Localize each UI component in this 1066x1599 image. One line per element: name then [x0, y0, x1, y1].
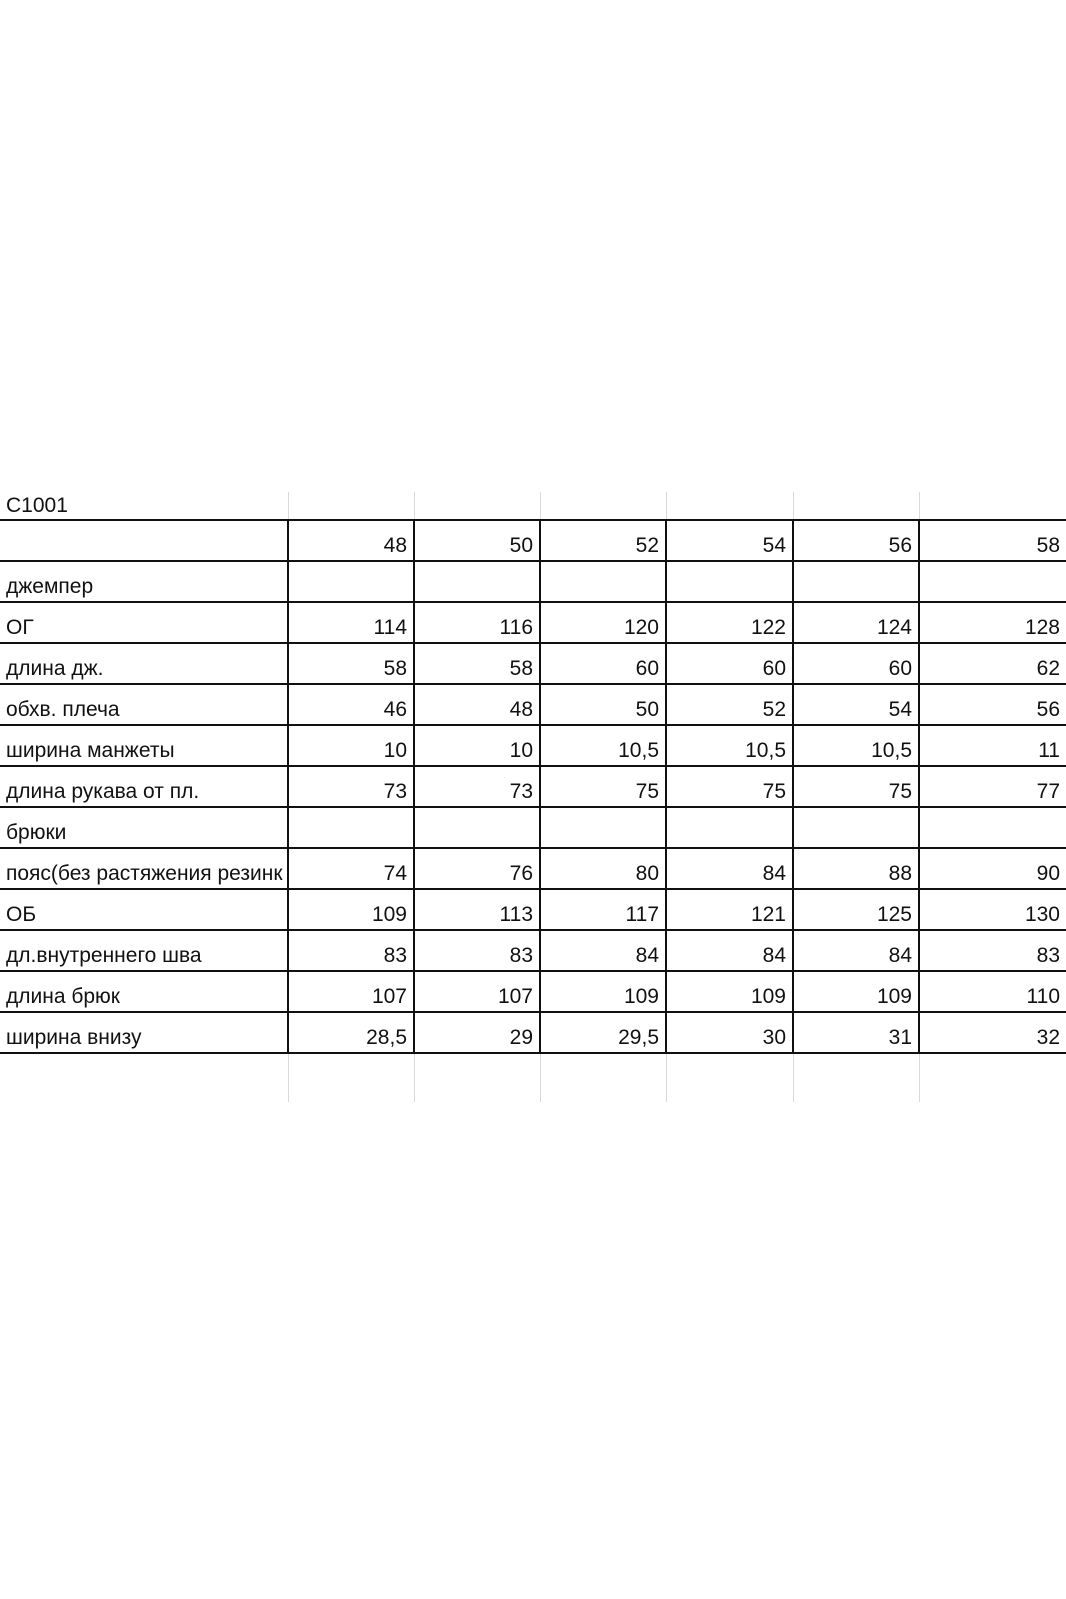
size-header: 56 [793, 520, 919, 561]
measurement-value: 116 [414, 602, 540, 643]
measurement-value [288, 807, 414, 848]
measurement-label: ширина манжеты [0, 725, 288, 766]
size-header-row [0, 520, 1066, 561]
measurement-value: 77 [919, 766, 1066, 807]
measurement-value: 84 [540, 930, 666, 971]
measurement-row [0, 602, 1066, 643]
measurement-row [0, 1012, 1066, 1053]
measurement-label: длина брюк [0, 971, 288, 1012]
measurement-value: 10 [414, 725, 540, 766]
measurement-value: 10,5 [666, 725, 793, 766]
measurement-value: 113 [414, 889, 540, 930]
measurement-value: 90 [919, 848, 1066, 889]
measurement-value: 46 [288, 684, 414, 725]
measurement-row [0, 766, 1066, 807]
measurement-row [0, 848, 1066, 889]
measurement-label: брюки [0, 807, 288, 848]
measurement-value: 30 [666, 1012, 793, 1053]
measurement-value: 130 [919, 889, 1066, 930]
measurement-value: 84 [666, 930, 793, 971]
measurement-label: пояс(без растяжения резинк [0, 848, 288, 889]
size-header: 52 [540, 520, 666, 561]
size-header: 58 [919, 520, 1066, 561]
measurement-row [0, 889, 1066, 930]
measurement-value: 73 [414, 766, 540, 807]
measurement-row [0, 643, 1066, 684]
measurement-value: 128 [919, 602, 1066, 643]
measurement-value: 10 [288, 725, 414, 766]
measurement-value: 109 [793, 971, 919, 1012]
measurement-value: 58 [288, 643, 414, 684]
measurement-value: 107 [288, 971, 414, 1012]
measurement-value: 88 [793, 848, 919, 889]
measurement-value: 52 [666, 684, 793, 725]
measurement-value [540, 561, 666, 602]
measurement-value: 109 [540, 971, 666, 1012]
measurement-value: 10,5 [793, 725, 919, 766]
measurement-label: дл.внутреннего шва [0, 930, 288, 971]
measurement-label: длина рукава от пл. [0, 766, 288, 807]
measurement-value: 114 [288, 602, 414, 643]
measurement-label: джемпер [0, 561, 288, 602]
measurement-value: 11 [919, 725, 1066, 766]
measurement-value: 122 [666, 602, 793, 643]
measurement-value: 107 [414, 971, 540, 1012]
measurement-value [793, 807, 919, 848]
measurement-value [414, 807, 540, 848]
measurement-row [0, 725, 1066, 766]
measurement-label: ширина внизу [0, 1012, 288, 1053]
measurement-value: 60 [666, 643, 793, 684]
measurement-value: 62 [919, 643, 1066, 684]
measurement-value: 117 [540, 889, 666, 930]
header-corner [0, 520, 288, 561]
measurement-value: 83 [414, 930, 540, 971]
measurement-value: 83 [919, 930, 1066, 971]
size-table [0, 492, 1066, 1054]
measurement-value: 74 [288, 848, 414, 889]
size-header: 48 [288, 520, 414, 561]
measurement-value: 75 [540, 766, 666, 807]
measurement-row [0, 930, 1066, 971]
measurement-value: 124 [793, 602, 919, 643]
measurement-value: 32 [919, 1012, 1066, 1053]
measurement-value: 60 [540, 643, 666, 684]
measurement-value: 125 [793, 889, 919, 930]
measurement-value: 109 [666, 971, 793, 1012]
measurement-value: 56 [919, 684, 1066, 725]
measurement-label: обхв. плеча [0, 684, 288, 725]
measurement-value: 80 [540, 848, 666, 889]
measurement-value: 84 [666, 848, 793, 889]
measurement-value: 28,5 [288, 1012, 414, 1053]
measurement-row [0, 684, 1066, 725]
measurement-value [666, 807, 793, 848]
measurement-value [288, 561, 414, 602]
measurement-row [0, 807, 1066, 848]
measurement-row [0, 971, 1066, 1012]
measurement-value: 73 [288, 766, 414, 807]
measurement-value: 75 [793, 766, 919, 807]
measurement-value: 29 [414, 1012, 540, 1053]
measurement-label: ОГ [0, 602, 288, 643]
measurement-value: 84 [793, 930, 919, 971]
measurement-value: 83 [288, 930, 414, 971]
measurement-row [0, 561, 1066, 602]
measurement-value: 50 [540, 684, 666, 725]
measurement-value: 120 [540, 602, 666, 643]
measurement-value: 75 [666, 766, 793, 807]
measurement-value: 29,5 [540, 1012, 666, 1053]
measurement-value [919, 807, 1066, 848]
product-code: С1001 [0, 492, 288, 520]
measurement-value: 60 [793, 643, 919, 684]
size-header: 50 [414, 520, 540, 561]
measurement-value [919, 561, 1066, 602]
measurement-value: 54 [793, 684, 919, 725]
measurement-value [414, 561, 540, 602]
measurement-value: 48 [414, 684, 540, 725]
size-header: 54 [666, 520, 793, 561]
measurement-value [666, 561, 793, 602]
measurement-label: длина дж. [0, 643, 288, 684]
measurement-label: ОБ [0, 889, 288, 930]
measurement-value [540, 807, 666, 848]
measurement-value: 121 [666, 889, 793, 930]
measurement-value [793, 561, 919, 602]
measurement-value: 110 [919, 971, 1066, 1012]
measurement-value: 58 [414, 643, 540, 684]
measurement-value: 109 [288, 889, 414, 930]
measurement-value: 76 [414, 848, 540, 889]
measurement-value: 31 [793, 1012, 919, 1053]
title-row [0, 492, 1066, 520]
measurement-value: 10,5 [540, 725, 666, 766]
